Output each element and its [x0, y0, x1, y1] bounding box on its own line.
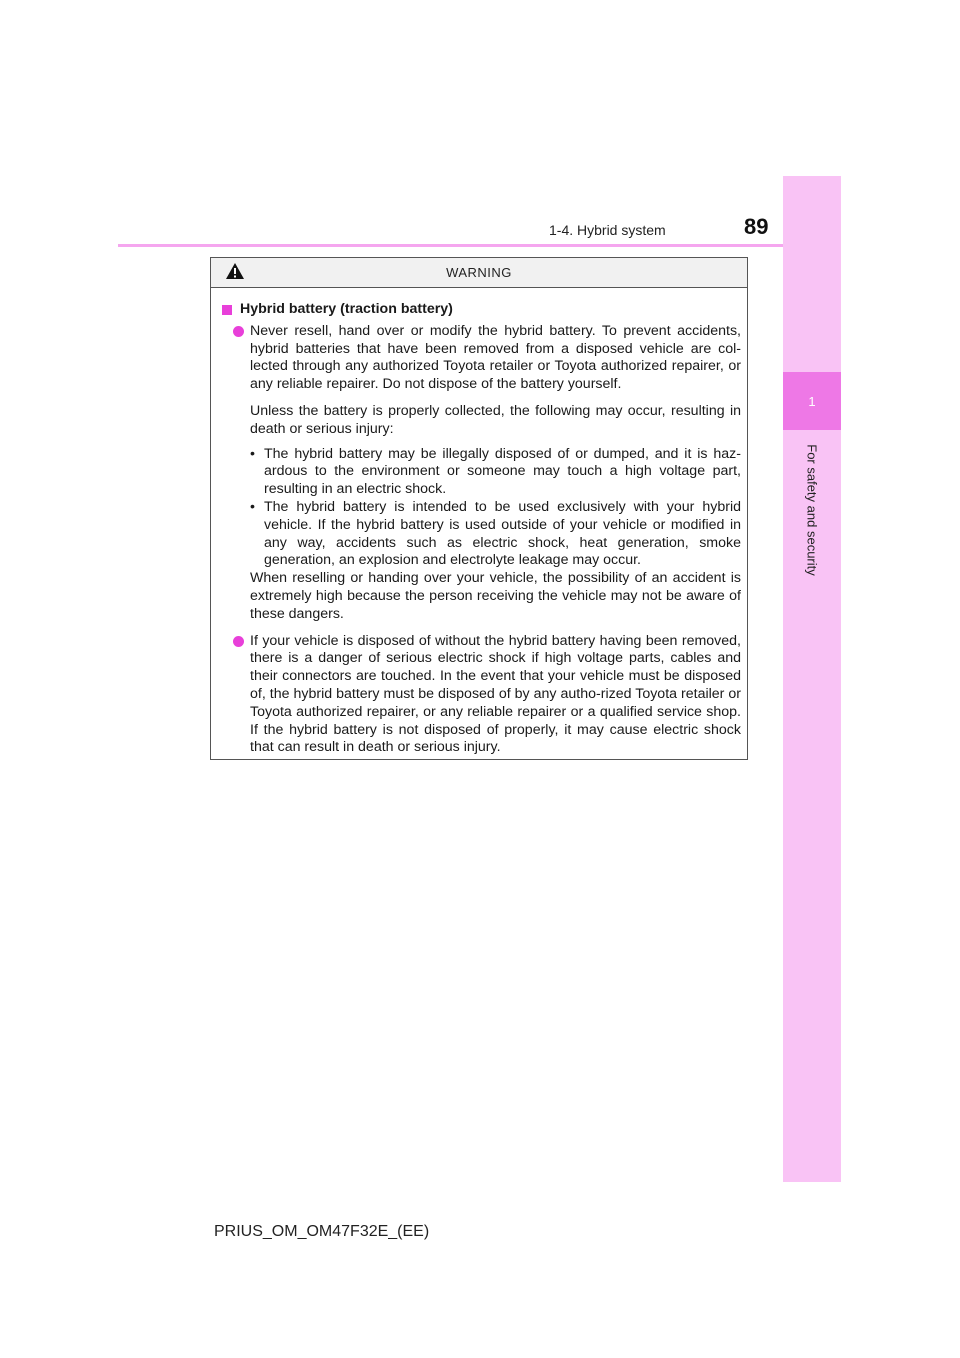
warning-body: [211, 288, 747, 757]
list-item: [250, 446, 741, 499]
warning-box: [210, 257, 748, 760]
section-title: 1-4. Hybrid system: [549, 222, 666, 238]
chapter-side-tab: [783, 176, 841, 1182]
warning-paragraph: When reselling or handing over your vehicle, the possibility of an accident is extremely high because the person receiving the vehicle may not be aware of these dangers.: [250, 570, 741, 622]
chapter-number-tab[interactable]: [783, 372, 841, 430]
list-item-text: The hybrid battery is intended to be used exclusively with your hybrid vehicle. If the hybrid battery is used outside of your vehicle or modified in any way, accidents such as electric shock, heat generation, smoke generation, an explosion and electrolyte leakage may occur.: [264, 498, 741, 569]
document-code: PRIUS_OM_OM47F32E_(EE): [214, 1223, 430, 1240]
warning-paragraph: Never resell, hand over or modify the hybrid battery. To prevent accidents, hybrid batteries that have been removed from a disposed vehicle are col-lected through any authorized Toyota retailer or Toyota authorized repairer, or any reliable repairer. Do not dispose of the battery yourself.: [250, 322, 741, 393]
list-item: [250, 499, 741, 570]
warning-paragraph: Unless the battery is properly collected, the following may occur, resulting in death or serious injury:: [250, 402, 741, 437]
header-rule: [118, 244, 783, 247]
chapter-number: 1: [808, 393, 816, 409]
list-item-text: The hybrid battery may be illegally disposed of or dumped, and it is haz-ardous to the environment or someone may touch a high voltage part, resulting in an electric shock.: [264, 445, 741, 498]
page-number: 89: [744, 214, 769, 239]
warning-subheading: [221, 301, 741, 319]
circle-bullet-icon: [233, 326, 244, 337]
bullet-dot-icon: •: [250, 498, 255, 515]
circle-bullet-icon: [233, 636, 244, 647]
bullet-dot-icon: •: [250, 445, 255, 462]
warning-subheading-text: Hybrid battery (traction battery): [240, 301, 453, 317]
warning-item: [221, 633, 741, 758]
warning-triangle-icon: [225, 262, 245, 280]
square-bullet-icon: [222, 305, 232, 315]
warning-header: [211, 258, 747, 288]
chapter-title: For safety and security: [804, 444, 820, 576]
warning-label: WARNING: [446, 265, 512, 280]
warning-paragraph: If your vehicle is disposed of without the hybrid battery having been removed, there is a danger of serious electric shock if high voltage parts, cables and their connectors are touched. In the event that your vehicle must be disposed of, the hybrid battery must be disposed of by any autho-rized Toyota retailer or Toyota authorized repairer, or any reliable repairer or a qualified service shop. If the hybrid battery is not disposed of properly, it may cause electric shock that can result in death or serious injury.: [250, 632, 741, 756]
warning-item: [221, 323, 741, 624]
